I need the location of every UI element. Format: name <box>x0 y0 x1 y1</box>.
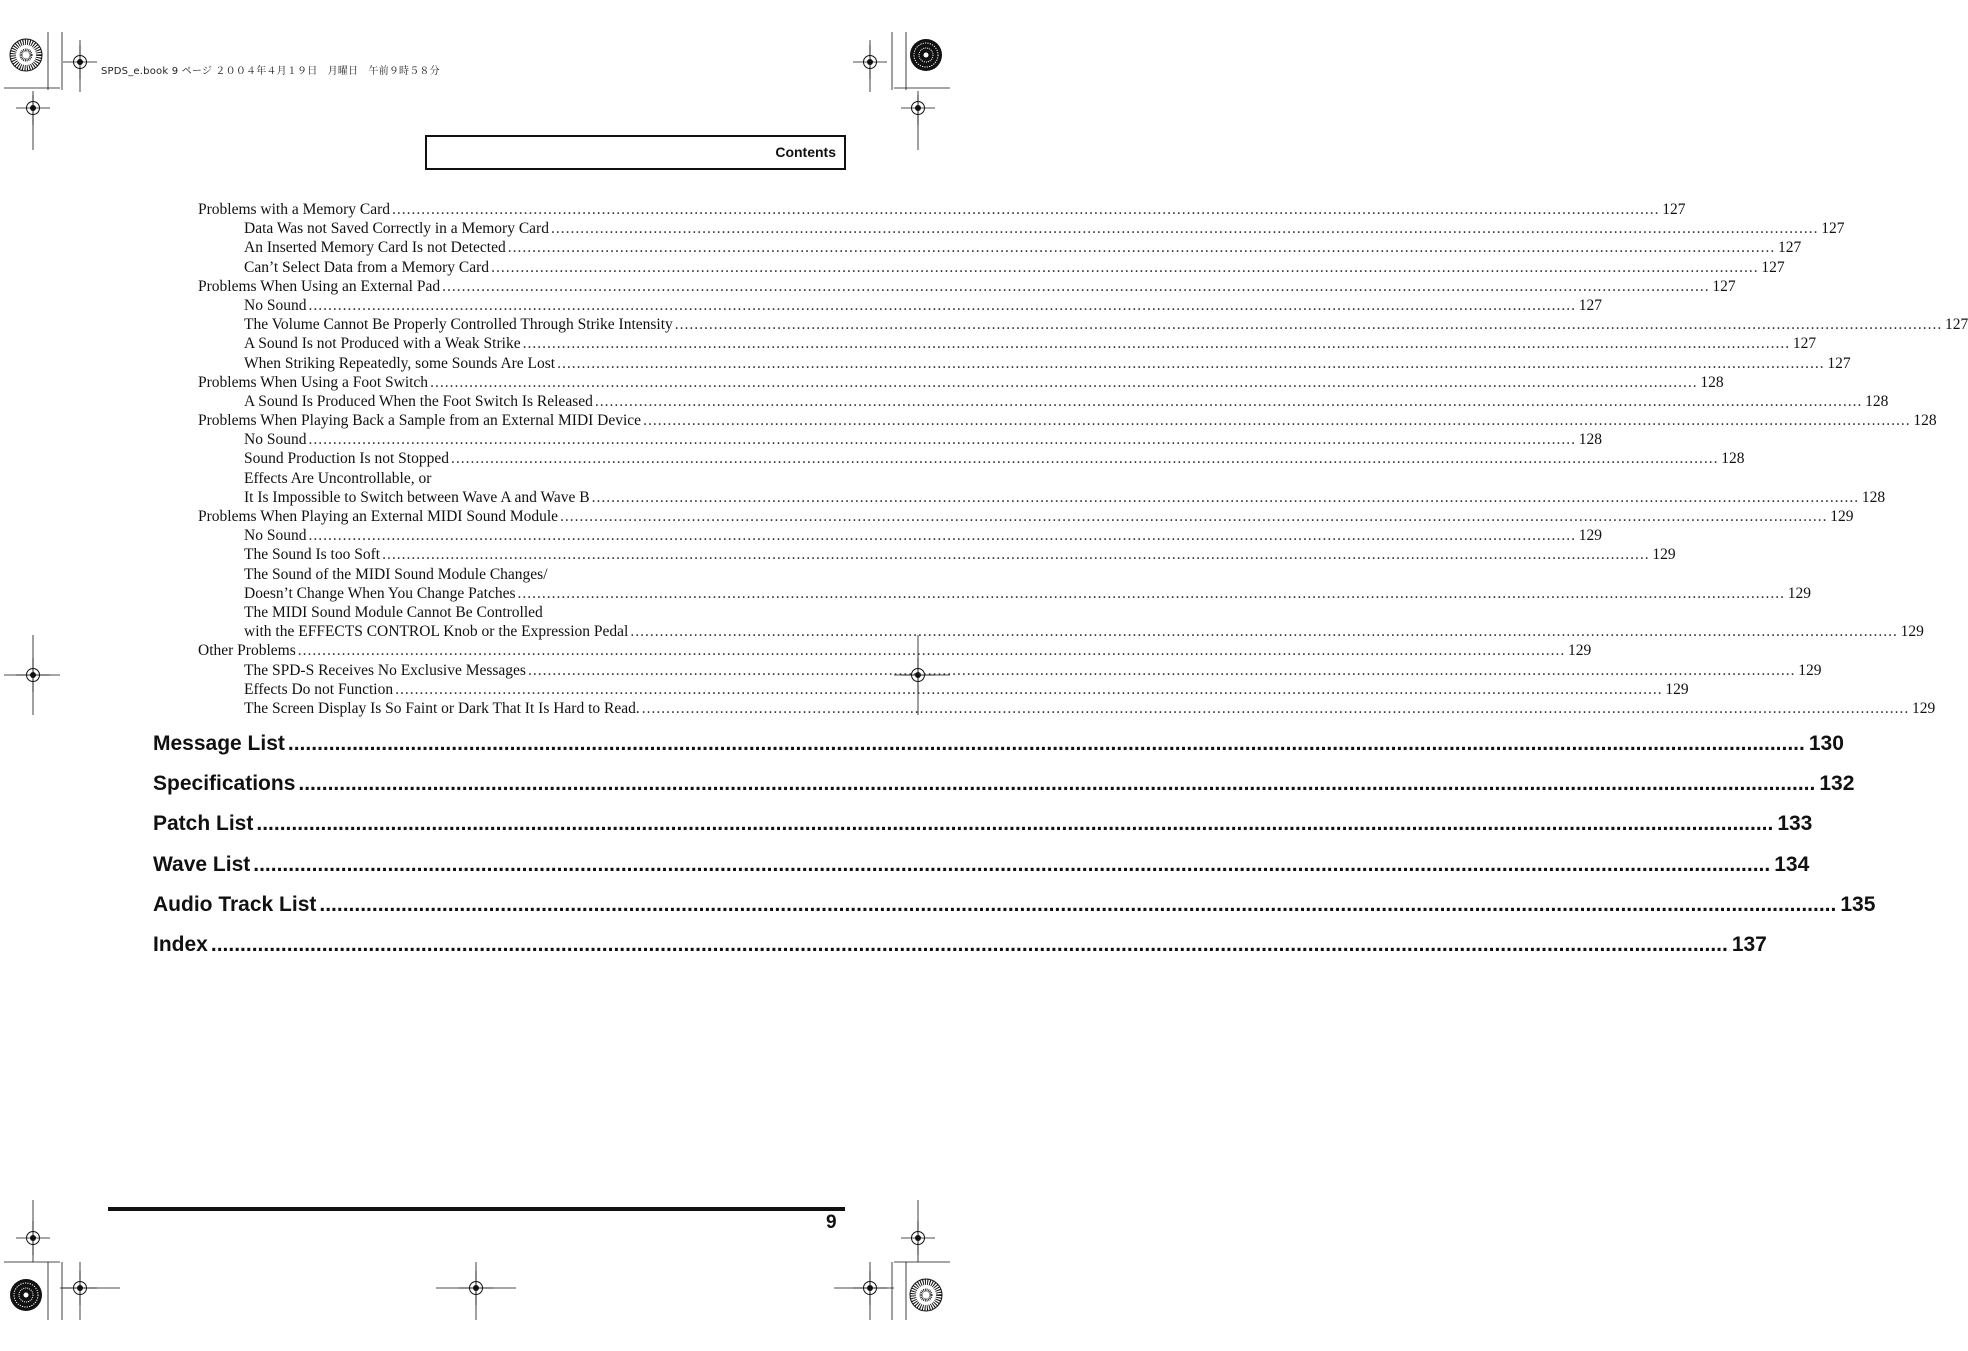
toc-entry[interactable] <box>198 680 1689 699</box>
toc-entry-title: An Inserted Memory Card Is not Detected <box>244 239 506 257</box>
dot-leader: .................................................................................................................................................................................................................................................................... <box>395 680 1663 698</box>
dot-leader: .................................................................................................................................................................................................................................................................... <box>430 373 1698 391</box>
toc-entry-title: When Striking Repeatedly, some Sounds Are Lost <box>244 354 556 372</box>
toc-entry-title: The Sound of the MIDI Sound Module Changes/ <box>244 565 548 583</box>
dot-leader: .................................................................................................................................................................................................................................................................... <box>308 296 1576 314</box>
dot-leader: .................................................................................................................................................................................................................................................................... <box>641 699 1910 717</box>
toc-entry-page: 127 <box>1761 258 1785 276</box>
toc-entry[interactable] <box>198 296 1602 315</box>
toc-entry[interactable] <box>198 315 1968 334</box>
toc-entry-page: 129 <box>1900 623 1924 641</box>
toc-entry-page: 127 <box>1945 316 1968 334</box>
toc-entry[interactable] <box>198 488 1886 507</box>
dot-leader: .................................................................................................................................................................................................................................................................... <box>392 201 1660 218</box>
toc-entry-title: Problems with a Memory Card <box>198 201 391 218</box>
toc-entry[interactable] <box>198 584 1812 603</box>
toc-entry-page: 129 <box>1567 642 1592 660</box>
top-left-burst-mark <box>10 39 42 71</box>
dot-leader: .................................................................................................................................................................................................................................................................... <box>550 220 1819 238</box>
toc-entry-page: 128 <box>1578 431 1602 449</box>
toc-entry-title: The MIDI Sound Module Cannot Be Controlled <box>244 603 543 621</box>
toc-entry-page: 129 <box>1578 527 1602 545</box>
dot-leader: .................................................................................................................................................................................................................................................................... <box>382 546 1650 564</box>
chapter-title: Specifications <box>153 772 296 796</box>
toc-entry[interactable] <box>198 373 1724 392</box>
toc-entry-page: 128 <box>1721 450 1745 468</box>
toc-entry[interactable] <box>198 392 1889 411</box>
dot-leader: .................................................................................................................................................................................................................................................................... <box>591 488 1860 506</box>
toc-entry[interactable] <box>198 545 1676 564</box>
toc-entry-page: 127 <box>1712 277 1736 295</box>
toc-chapter-entry[interactable] <box>153 728 1844 768</box>
toc-entry-page: 128 <box>1865 392 1889 410</box>
toc-entry[interactable] <box>198 469 790 488</box>
toc-entry[interactable] <box>198 411 1937 430</box>
toc-entry-title: Effects Do not Function <box>244 680 394 698</box>
toc-entry-title: Problems When Using an External Pad <box>198 277 441 295</box>
toc-entry-title: The Volume Cannot Be Properly Controlled Through Strike Intensity <box>244 316 673 334</box>
toc-entry-page: 129 <box>1665 680 1689 698</box>
toc-entry-page: 127 <box>1578 296 1602 314</box>
toc-entry[interactable] <box>198 258 1785 277</box>
toc-entry-title: The Sound Is too Soft <box>244 546 381 564</box>
dot-leader: .................................................................................................................................................................................................................................................................... <box>517 584 1786 602</box>
bottom-left-burst-mark <box>10 1279 42 1311</box>
toc-chapter-list <box>153 728 1876 969</box>
chapter-page: 133 <box>1777 812 1813 836</box>
toc-entry-title: Problems When Playing an External MIDI Sound Module <box>198 508 559 525</box>
dot-leader: .................................................................................................................................................................................................................................................................... <box>287 732 1805 755</box>
chapter-title: Message List <box>153 732 285 755</box>
dot-leader: .................................................................................................................................................................................................................................................................... <box>507 239 1776 257</box>
toc-entry-title: Other Problems <box>198 642 296 660</box>
toc-subsection-list <box>198 200 1968 718</box>
toc-entry-page: 128 <box>1913 412 1937 430</box>
toc-entry[interactable] <box>198 622 1924 641</box>
dot-leader: .................................................................................................................................................................................................................................................................... <box>450 450 1719 468</box>
toc-entry[interactable] <box>198 277 1736 296</box>
toc-entry-page: 128 <box>1700 373 1724 391</box>
dot-leader: .................................................................................................................................................................................................................................................................... <box>308 527 1576 545</box>
toc-entry[interactable] <box>198 507 1854 526</box>
toc-entry[interactable] <box>198 449 1745 468</box>
dot-leader: .................................................................................................................................................................................................................................................................... <box>674 316 1943 334</box>
toc-entry[interactable] <box>198 526 1602 545</box>
dot-leader: .................................................................................................................................................................................................................................................................... <box>557 354 1825 372</box>
toc-entry-title: No Sound <box>244 527 307 545</box>
toc-entry-page: 129 <box>1911 699 1936 717</box>
toc-entry[interactable] <box>198 661 1822 680</box>
bottom-right-burst-mark <box>910 1279 942 1311</box>
dot-leader: .................................................................................................................................................................................................................................................................... <box>308 431 1576 449</box>
toc-entry-title: The Screen Display Is So Faint or Dark That It Is Hard to Read. <box>244 699 640 717</box>
toc-entry-title: with the EFFECTS CONTROL Knob or the Expression Pedal <box>244 623 629 641</box>
toc-entry-page: 127 <box>1662 201 1686 218</box>
toc-entry-title: No Sound <box>244 431 307 449</box>
toc-entry-title: A Sound Is Produced When the Foot Switch Is Released <box>244 392 593 410</box>
toc-entry[interactable] <box>198 699 1936 718</box>
chapter-page: 134 <box>1774 852 1810 876</box>
toc-entry[interactable] <box>198 565 790 584</box>
dot-leader: .................................................................................................................................................................................................................................................................... <box>560 508 1828 525</box>
dot-leader: .................................................................................................................................................................................................................................................................... <box>522 335 1791 353</box>
toc-entry[interactable] <box>198 354 1851 373</box>
toc-entry-title: No Sound <box>244 296 307 314</box>
toc-entry[interactable] <box>198 200 1686 219</box>
dot-leader: .................................................................................................................................................................................................................................................................... <box>297 642 1566 660</box>
toc-entry[interactable] <box>198 641 1592 660</box>
toc-entry-title: Sound Production Is not Stopped <box>244 450 449 468</box>
footer-rule <box>108 1207 845 1211</box>
chapter-title: Audio Track List <box>153 892 317 916</box>
dot-leader: .................................................................................................................................................................................................................................................................... <box>298 772 1816 796</box>
toc-entry-title: Can’t Select Data from a Memory Card <box>244 258 490 276</box>
chapter-title: Wave List <box>153 852 251 876</box>
dot-leader: .................................................................................................................................................................................................................................................................... <box>319 892 1837 916</box>
dot-leader: .................................................................................................................................................................................................................................................................... <box>643 412 1911 430</box>
toc-entry[interactable] <box>198 219 1845 238</box>
dot-leader: .................................................................................................................................................................................................................................................................... <box>442 277 1710 295</box>
page-number: 9 <box>826 1212 837 1233</box>
chapter-title: Patch List <box>153 812 254 836</box>
top-right-burst-mark <box>910 39 942 71</box>
toc-entry-title: The SPD-S Receives No Exclusive Messages <box>244 661 526 679</box>
dot-leader: .................................................................................................................................................................................................................................................................... <box>630 623 1898 641</box>
toc-entry-page: 129 <box>1798 661 1822 679</box>
toc-entry-page: 127 <box>1777 239 1802 257</box>
toc-entry-page: 127 <box>1792 335 1817 353</box>
print-job-info: SPDS_e.book 9 ページ ２００４年４月１９日 月曜日 午前９時５８分 <box>101 66 440 77</box>
dot-leader: .................................................................................................................................................................................................................................................................... <box>256 812 1774 836</box>
toc-entry-page: 129 <box>1787 584 1812 602</box>
toc-entry-page: 129 <box>1652 546 1676 564</box>
toc-entry-page: 129 <box>1830 508 1854 525</box>
toc-entry[interactable] <box>198 238 1802 257</box>
chapter-page: 135 <box>1840 892 1876 916</box>
toc-entry-title: Problems When Using a Foot Switch <box>198 373 429 391</box>
chapter-title: Index <box>153 932 208 956</box>
dot-leader: .................................................................................................................................................................................................................................................................... <box>210 932 1728 956</box>
toc-chapter-entry[interactable] <box>153 889 1876 929</box>
dot-leader: .................................................................................................................................................................................................................................................................... <box>253 852 1771 876</box>
chapter-page: 137 <box>1731 932 1767 956</box>
toc-entry-page: 128 <box>1861 488 1886 506</box>
toc-entry-title: Doesn’t Change When You Change Patches <box>244 584 516 602</box>
toc-entry[interactable] <box>198 603 790 622</box>
toc-entry-title: A Sound Is not Produced with a Weak Strike <box>244 335 521 353</box>
toc-entry-page: 127 <box>1821 220 1845 238</box>
section-header-box <box>425 135 846 170</box>
toc-entry-title: Problems When Playing Back a Sample from an External MIDI Device <box>198 412 642 430</box>
section-label: Contents <box>775 144 836 160</box>
toc-entry-title: It Is Impossible to Switch between Wave A and Wave B <box>244 488 590 506</box>
toc-chapter-entry[interactable] <box>153 849 1810 889</box>
toc-entry[interactable] <box>198 334 1817 353</box>
dot-leader: .................................................................................................................................................................................................................................................................... <box>594 392 1863 410</box>
toc-chapter-entry[interactable] <box>153 929 1767 969</box>
toc-entry[interactable] <box>198 430 1602 449</box>
chapter-page: 130 <box>1808 732 1844 755</box>
toc-entry-title: Data Was not Saved Correctly in a Memory Card <box>244 220 549 238</box>
toc-chapter-entry[interactable] <box>153 768 1855 808</box>
dot-leader: .................................................................................................................................................................................................................................................................... <box>491 258 1759 276</box>
toc-entry-page: 127 <box>1827 354 1851 372</box>
toc-entry-title: Effects Are Uncontrollable, or <box>244 469 432 487</box>
toc-chapter-entry[interactable] <box>153 808 1813 848</box>
dot-leader: .................................................................................................................................................................................................................................................................... <box>527 661 1796 679</box>
chapter-page: 132 <box>1819 772 1855 796</box>
